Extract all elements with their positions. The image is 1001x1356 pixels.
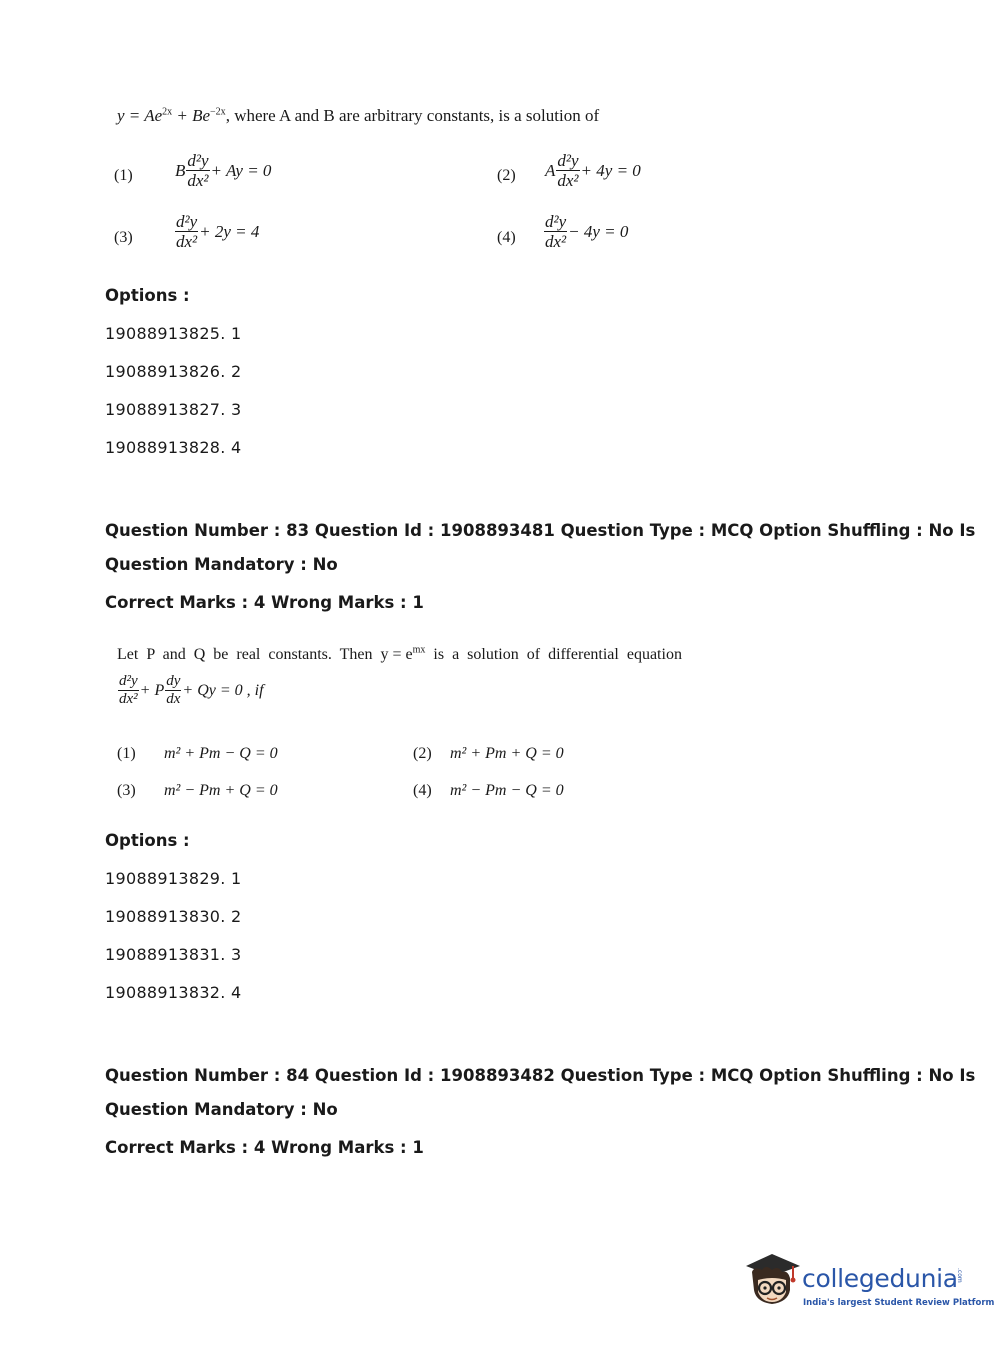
q83-choice-3-number: (3) [117, 782, 136, 799]
q83-header-line2: Question Mandatory : No [105, 555, 338, 574]
logo-tagline: India's largest Student Review Platform [803, 1298, 995, 1308]
q83-stem-exp: mx [412, 644, 426, 656]
q83-equation-tail: + Qy = 0 , if [182, 681, 264, 699]
frac-denominator: dx² [176, 232, 198, 251]
q83-choice-2: m² + Pm + Q = 0 [450, 745, 564, 762]
q82-choice-4-fraction [544, 213, 567, 250]
q83-marks: Correct Marks : 4 Wrong Marks : 1 [105, 593, 424, 612]
q82-stem [117, 106, 599, 126]
q84-header-line2: Question Mandatory : No [105, 1100, 338, 1119]
q82-stem-lhs: y = Ae [117, 106, 163, 125]
q82-stem-plus: + Be [172, 106, 211, 125]
q82-options-label: Options : [105, 286, 190, 305]
frac-denominator: dx² [557, 171, 579, 190]
frac-numerator: d²y [176, 212, 198, 231]
q82-option-2: 19088913826. 2 [105, 362, 242, 381]
q82-choice-2-tail: + 4y = 0 [580, 160, 641, 180]
q84-marks: Correct Marks : 4 Wrong Marks : 1 [105, 1138, 424, 1157]
q83-choice-4-number: (4) [413, 782, 432, 799]
q83-choice-1: m² + Pm − Q = 0 [164, 745, 278, 762]
q83-stem-a: Let P and Q be real constants. Then y = e [117, 646, 413, 663]
q82-choice-1-coef: B [175, 160, 186, 180]
q83-stem-b: is a solution of differential equation [425, 646, 682, 663]
q83-options-label: Options : [105, 831, 190, 850]
logo-wordmark: collegedunia [802, 1264, 958, 1293]
q83-frac-second-derivative [118, 674, 139, 707]
collegedunia-mascot-icon [742, 1250, 804, 1312]
q82-option-1: 19088913825. 1 [105, 324, 242, 343]
q83-plus-p: + P [139, 681, 165, 699]
q82-choice-3-fraction [175, 213, 198, 250]
frac-denominator: dx² [187, 171, 209, 190]
q82-option-3: 19088913827. 3 [105, 400, 242, 419]
q83-option-1: 19088913829. 1 [105, 869, 242, 888]
q82-choice-1 [175, 152, 271, 189]
q83-option-4: 19088913832. 4 [105, 983, 242, 1002]
q82-choice-2-number: (2) [497, 167, 516, 184]
frac-denominator: dx² [119, 691, 138, 707]
q83-choice-4: m² − Pm − Q = 0 [450, 782, 564, 799]
q83-stem [117, 646, 682, 664]
q82-stem-rest: , where A and B are arbitrary constants, is a solution of [225, 106, 600, 125]
q82-choice-2 [545, 152, 641, 189]
frac-numerator: d²y [187, 151, 209, 170]
q83-frac-first-derivative [165, 674, 181, 707]
q83-equation [117, 674, 264, 707]
q82-choice-4-number: (4) [497, 229, 516, 246]
q83-header-line1: Question Number : 83 Question Id : 1908893481 Question Type : MCQ Option Shuffling : No Is [105, 521, 976, 540]
q82-choice-4 [543, 213, 628, 250]
q83-option-3: 19088913831. 3 [105, 945, 242, 964]
q82-choice-1-tail: + Ay = 0 [210, 160, 272, 180]
q82-choice-1-number: (1) [114, 167, 133, 184]
q82-choice-1-fraction [186, 152, 209, 189]
frac-numerator: d²y [557, 151, 579, 170]
frac-denominator: dx² [545, 232, 567, 251]
frac-numerator: d²y [545, 212, 567, 231]
logo-suffix: .com [956, 1268, 963, 1283]
q84-header-line1: Question Number : 84 Question Id : 1908893482 Question Type : MCQ Option Shuffling : No Is [105, 1066, 976, 1085]
q82-option-4: 19088913828. 4 [105, 438, 242, 457]
frac-numerator: d²y [119, 673, 138, 689]
q83-choice-3: m² − Pm + Q = 0 [164, 782, 278, 799]
q83-choice-2-number: (2) [413, 745, 432, 762]
frac-numerator: dy [166, 673, 181, 689]
q82-choice-3-number: (3) [114, 229, 133, 246]
q82-stem-exp2: −2x [210, 106, 226, 118]
frac-denominator: dx [166, 691, 181, 707]
q82-choice-4-tail: − 4y = 0 [568, 221, 629, 241]
q83-choice-1-number: (1) [117, 745, 136, 762]
q82-choice-3-tail: + 2y = 4 [199, 221, 260, 241]
q83-option-2: 19088913830. 2 [105, 907, 242, 926]
q82-stem-exp1: 2x [162, 106, 173, 118]
q82-choice-2-coef: A [545, 160, 556, 180]
q82-choice-3 [174, 213, 259, 250]
q82-choice-2-fraction [556, 152, 579, 189]
